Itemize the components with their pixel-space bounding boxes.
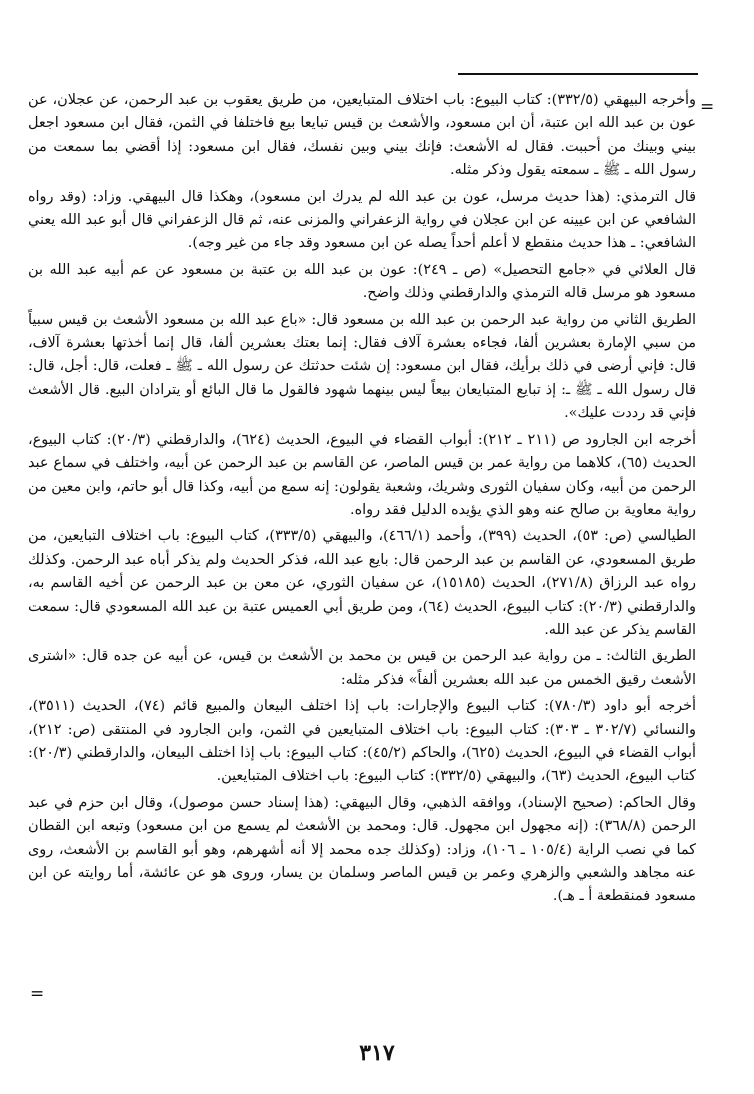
footnote-separator-rule bbox=[458, 73, 698, 75]
paragraph-1: وأخرجه البيهقي (٣٣٢/٥): كتاب البيوع: باب اختلاف المتبايعين، من طريق يعقوب بن عبد الرحمن، عن عجلان، عن عون بن عبد الله ابن عتبة، أن ابن مسعود، والأشعث بن قيس تبايعا بيع فاختلفا في الثمن، فقال ابن مسعود اجعل بيني وبينك من أحببت. فقال له الأشعث: فإنك بيني وبين نفسك، فقال ابن مسعود: إذا أقضي بما سمعت من رسول الله ـ ﷺ ـ سمعته يقول وذكر مثله. bbox=[28, 92, 696, 179]
paragraph-9: وقال الحاكم: (صحيح الإسناد)، ووافقه الذهبي، وقال البيهقي: (هذا إسناد حسن موصول)، وقال ابن حزم في عبد الرحمن (٣٦٨/٨): (إنه مجهول ابن مجهول. قال: ومحمد بن الأشعث لم يسمع من ابن مسعود) وتبعه ابن القطان كما في نصب الراية (١٠٥/٤ ـ ١٠٦)، وزاد: (وكذلك جده محمد إلا أنه أشهرهم، وهو أبو القاسم بن الأشعث، روى عنه مجاهد والشعبي والزهري وعمر بن قيس الماصر وسلمان بن يسار، وروى هو عن عائشة، أما روايته عن ابن مسعود فمنقطعة أ ـ هـ). bbox=[28, 794, 697, 905]
page-number: ٣١٧ bbox=[359, 1040, 395, 1066]
paragraph-8: أخرجه أبو داود (٧٨٠/٣): كتاب البيوع والإجارات: باب إذا اختلف البيعان والمبيع قائم (٧٤)، الحديث (٣٥١١)، والنسائي (٣٠٢/٧ ـ ٣٠٣): كتاب البيوع: باب اختلاف المتبايعين في الثمن، وابن الجارود في المنتقى (ص: ٢١٢)، أبواب القضاء في البيوع، الحديث (٦٢٥)، والحاكم (٤٥/٢): كتاب البيوع: باب إذا اختلف البيعان، والدارقطني (٢٠/٣): كتاب البيوع، الحديث (٦٣)، والبيهقي (٣٣٢/٥): كتاب البيوع: باب اختلاف المتبايعين. bbox=[28, 698, 696, 785]
paragraph-4: الطريق الثاني من رواية عبد الرحمن بن عبد الله بن مسعود قال: «باع عبد الله بن مسعود الأشعث بن قيس سبياً من سبي الإمارة بعشرين ألفا، فجاءه بعشرة آلاف فقال: إنما بعتك بعشرين ألفا، قال إنما أخذتها بعشرة آلاف، قال: فإني أرضى في ذلك برأيك، فقال ابن مسعود: إن شئت حدثتك عن رسول الله ـ ﷺ ـ فعلت، قال: أجل، قال: قال رسول الله ـ ﷺ ـ: إذ تبايع المتبايعان بيعاً ليس بينهما شهود فالقول ما قال البائع أو يترادان البيع. قال الأشعث فإني قد رددت عليك». bbox=[28, 311, 696, 422]
paragraph-6: الطيالسي (ص: ٥٣)، الحديث (٣٩٩)، وأحمد (٤٦٦/١)، والبيهقي (٣٣٣/٥)، كتاب البيوع: باب اختلاف التبايعين، من طريق المسعودي، عن القاسم بن عبد الرحمن قال: بايع عبد الله، فذكر الحديث ولم يذكر أباه عبد الرحمن. وكذلك رواه عبد الرزاق (٢٧١/٨)، الحديث (١٥١٨٥)، عن سفيان الثوري، عن معن بن عبد الرحمن عن أخيه القاسم به، والدارقطني (٢٠/٣): كتاب البيوع، الحديث (٦٤)، ومن طريق أبي العميس عتبة بن عبد الله المسعودي قال: سمعت القاسم يذكر عن عبد الله. bbox=[28, 528, 696, 638]
footnote-continuation-marker-bottom: = bbox=[30, 984, 45, 1004]
paragraph-5: أخرجه ابن الجارود ص (٢١١ ـ ٢١٢): أبواب القضاء في البيوع، الحديث (٦٢٤)، والدارقطني (٢٠/٣): كتاب البيوع، الحديث (٦٥)، كلاهما من رواية عمر بن قيس الماصر، عن القاسم بن عبد الرحمن عن أبيه، واختلف في سماع عبد الرحمن من أبيه، وكان سفيان الثورى وشريك، وشعبة يقولون: إنه سمع من أبيه، وكذا قال أبو حاتم، وابن معين من رواية معاوية بن صالح عنه وهو الذي يؤيده الدليل فقد رواه. bbox=[28, 431, 696, 518]
footnote-continuation-marker-top: = bbox=[700, 97, 715, 117]
paragraph-2: قال الترمذي: (هذا حديث مرسل، عون بن عبد الله لم يدرك ابن مسعود)، وهكذا قال البيهقي. وزاد: (وقد رواه الشافعي عن ابن عيينه عن ابن عجلان في رواية الزعفراني والمزنى عنه، ثم قال الزعفراني قال أبو عبد الله يعني الشافعي: ـ هذا حديث منقطع لا أعلم أحداً يصله عن ابن مسعود وقد جاء من غير وجه). bbox=[28, 188, 696, 252]
footnote-text-block bbox=[28, 89, 696, 912]
paragraph-7: الطريق الثالث: ـ من رواية عبد الرحمن بن قيس بن محمد بن الأشعث بن قيس، عن أبيه عن جده قال: «اشترى الأشعث رقيق الخمس من عبد الله بعشرين ألفاً» فذكر مثله: bbox=[28, 648, 696, 688]
paragraph-3: قال العلائي في «جامع التحصيل» (ص ـ ٢٤٩): عون بن عبد الله بن عتبة بن مسعود عن عم أبيه عبد الله بن مسعود هو مرسل قاله الترمذي والدارقطني وذلك واضح. bbox=[28, 261, 696, 302]
